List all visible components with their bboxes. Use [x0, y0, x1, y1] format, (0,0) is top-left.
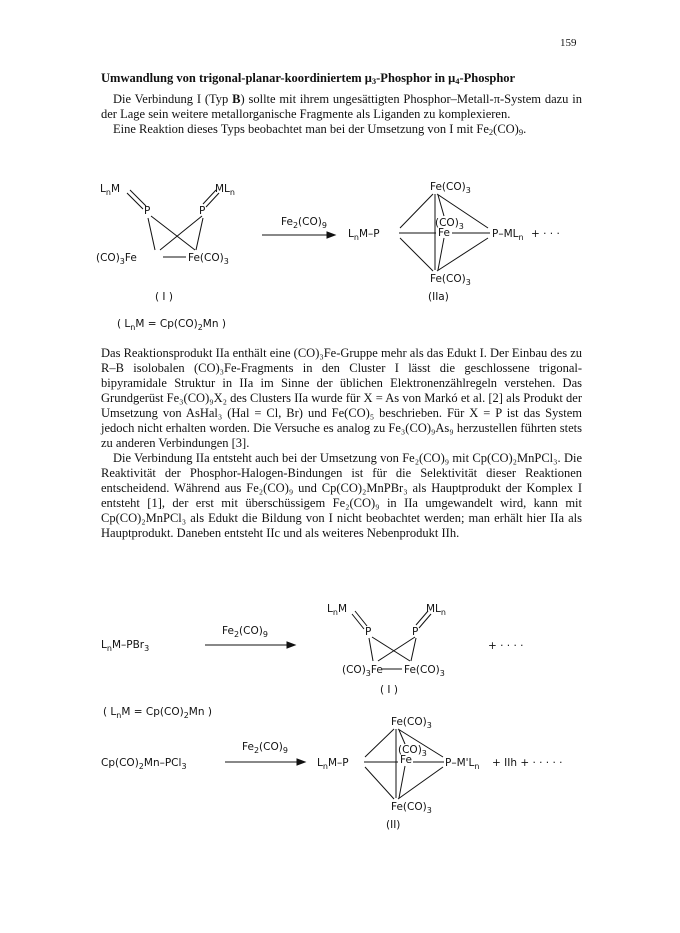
svg-text:Fe(CO)3: $Fe(CO)_3$	[430, 273, 471, 287]
svg-text:Fe2(CO)9: $Fe_2(CO)_9$	[281, 216, 327, 230]
svg-text:(CO)3: $(CO)_3$	[435, 217, 464, 231]
label-I: ( I )	[155, 291, 173, 303]
svg-text:(CO)3Fe: $(CO)_3Fe$	[96, 252, 137, 266]
reaction-row-1	[101, 603, 524, 696]
svg-text:(CO)3Fe: $(CO)_3Fe$	[342, 664, 383, 678]
svg-text:P: P	[199, 205, 206, 217]
paragraph-4: Die Verbindung IIa entsteht auch bei der Umsetzung von Fe₂(CO)₉ mit Cp(CO)₂MnPCl₃. Die Reaktivität der Phosphor-Halogen-Bindungen ist für die Selektivität dieser Reaktionen entscheidend. Während aus Fe₂(CO)₉ und Cp(CO)₂MnPBr₃ als Hauptprodukt der Komplex I entsteht [1], der erst mit überschüssigem Fe₂(CO)₉ in IIa umgewandelt wird, kann mit Cp(CO)₂MnPCl₃ als Edukt die Bildung von I nicht beobachtet werden; man erhält hier IIa als Hauptprodukt. Daneben entsteht IIc und als weiteres Nebenprodukt IIh.	[101, 451, 582, 540]
svg-text:P: P	[412, 626, 419, 638]
svg-text:Fe(CO)3: $Fe(CO)_3$	[391, 716, 432, 730]
paragraph-1: Die Verbindung I (Typ B) sollte mit ihrem ungesättigten Phosphor–Metall-π-System dazu in der Lage sein weitere metallorganische Fragmente als Liganden zu komplexieren.	[101, 92, 582, 121]
label-IIa: (IIa)	[428, 291, 449, 303]
ligand-legend-1: ( $L_nM = Cp(CO)_2Mn$ )	[117, 318, 226, 332]
svg-text:P: P	[365, 626, 372, 638]
svg-text:MLn: $ML_n$	[215, 183, 235, 197]
svg-text:Fe: Fe	[438, 227, 450, 239]
ligand-legend-2: ( $L_nM = Cp(CO)_2Mn$ )	[103, 706, 212, 720]
svg-text:LnM–P: $L_nM-P$	[317, 757, 349, 771]
svg-text:P: P	[144, 205, 151, 217]
body-text	[101, 346, 582, 541]
reaction-arrow-1	[262, 216, 335, 238]
intro-text	[101, 92, 582, 137]
svg-text:+ · · · ·: + · · · ·	[488, 640, 524, 652]
svg-text:+ · · ·: + · · ·	[531, 228, 560, 240]
svg-text:Fe(CO)3: $Fe(CO)_3$	[430, 181, 471, 195]
paragraph-3: Das Reaktionsprodukt IIa enthält eine (CO)₃Fe-Gruppe mehr als das Edukt I. Der Einbau des zu R–B isolobalen (CO)₃Fe-Fragments in den Cluster I lässt die geschlossene trigonal-bipyramidale Struktur in IIa im Sinne der üblichen Elektronenzählregeln verstehen. Das Grundgerüst Fe₃(CO)₉X₂ des Clusters IIa wurde für X = As von Markó et al. [2] als Produkt der Umsetzung von AsHal₃ (Hal = Cl, Br) und Fe(CO)₅ beschrieben. Für X = P ist das System jedoch nicht erhalten worden. Die Versuche es analog zu Fe₃(CO)₉As₉ herzustellen führten stets zu anderen Verbindungen [3].	[101, 346, 582, 450]
svg-text:Fe(CO)3: $Fe(CO)_3$	[188, 252, 229, 266]
svg-text:Fe: Fe	[400, 754, 412, 766]
label-II: (II)	[386, 819, 401, 831]
svg-text:Fe2(CO)9: $Fe_2(CO)_9$	[222, 625, 268, 639]
svg-text:+ IIh + · · · · ·: + IIh + · · · · ·	[492, 757, 563, 769]
section-heading: Umwandlung von trigonal-planar-koordiniertem $\mu_3$-Phosphor in $\mu_4$-Phosphor	[101, 71, 516, 86]
svg-text:LnM: $L_nM$	[327, 603, 347, 617]
svg-text:Fe(CO)3: $Fe(CO)_3$	[391, 801, 432, 815]
svg-text:MLn: $ML_n$	[426, 603, 446, 617]
paragraph-2: Eine Reaktion dieses Typs beobachtet man bei der Umsetzung von I mit $Fe_2(CO)_9$.	[113, 122, 527, 137]
svg-text:Fe(CO)3: $Fe(CO)_3$	[404, 664, 445, 678]
svg-text:P–MLn: $P-ML_n$	[492, 228, 524, 242]
page-number: 159	[560, 37, 577, 49]
reaction-scheme-2	[0, 598, 680, 838]
svg-text:LnM: $L_nM$	[100, 183, 120, 197]
svg-text:Cp(CO)2Mn–PCl3: $Cp(CO)_2Mn-PCl_3$	[101, 757, 187, 771]
compound-IIa-structure	[348, 181, 560, 303]
svg-text:LnM–PBr3: $L_nM-PBr_3$	[101, 639, 150, 653]
reaction-row-2	[101, 716, 563, 831]
svg-text:P–M'Ln: $P-M'L_n$	[445, 757, 480, 771]
compound-I-structure	[96, 183, 235, 303]
svg-text:(CO)3: $(CO)_3$	[398, 744, 427, 758]
svg-text:Fe2(CO)9: $Fe_2(CO)_9$	[242, 741, 288, 755]
reaction-scheme-1	[0, 178, 680, 348]
svg-text:LnM–P: $L_nM-P$	[348, 228, 380, 242]
label-I-2: ( I )	[380, 684, 398, 696]
